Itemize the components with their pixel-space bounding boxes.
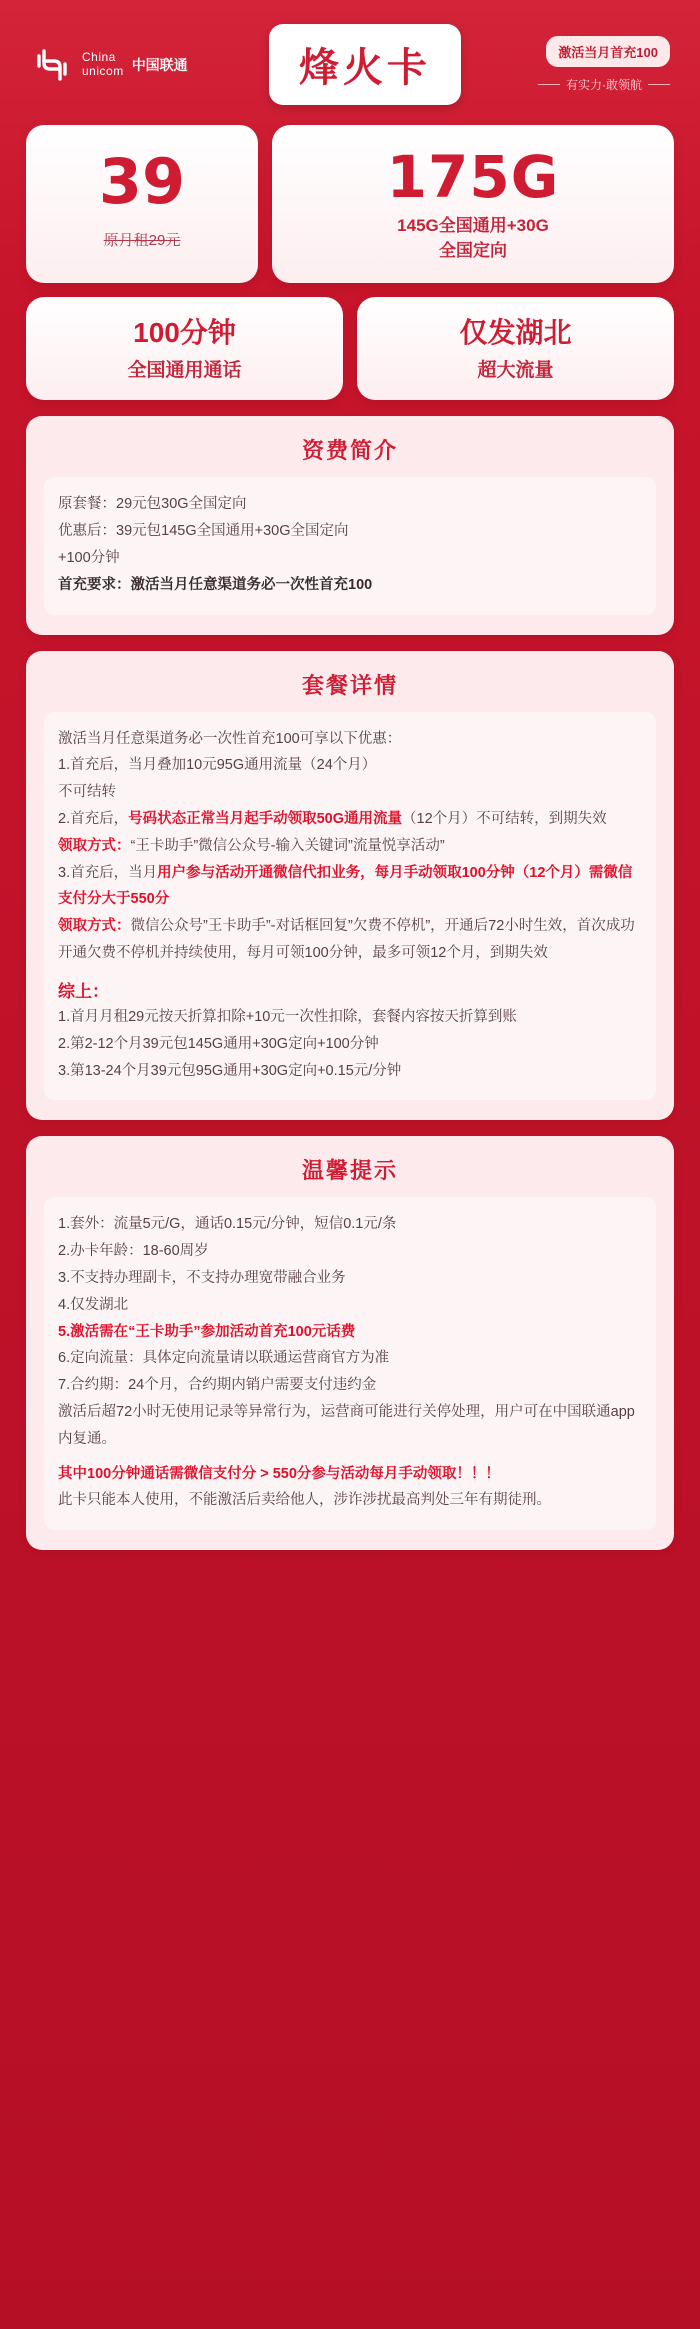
voice-desc: 全国通用通话: [127, 360, 242, 382]
voice-minutes: 100分钟: [133, 317, 236, 349]
details-lead: 激活当月任意渠道务必一次性首充100可享以下优惠：: [58, 730, 402, 747]
feature-cards-row: [26, 297, 674, 400]
data-detail-line2: 全国定向: [439, 240, 507, 260]
price-original: 原月租29元: [103, 232, 181, 249]
tips-item-2: 3.不支持办理副卡，不支持办理宽带融合业务: [58, 1269, 346, 1286]
details-panel: [26, 651, 674, 1121]
slogan-tag: [538, 76, 670, 93]
intro-body: [44, 477, 656, 614]
voice-card: [26, 297, 343, 400]
data-detail-line1: 145G全国通用+30G: [397, 215, 549, 235]
details-item3-way: [58, 913, 642, 967]
details-item1-line2: 不可结转: [58, 784, 116, 801]
intro-line-2: +100分钟: [58, 549, 120, 566]
details-item2-highlight: 号码状态正常当月起手动领取50G通用流量: [128, 811, 402, 828]
brand-cn: 中国联通: [131, 56, 188, 73]
first-charge-tag: 激活当月首充100: [546, 36, 670, 67]
intro-panel: [26, 416, 674, 634]
intro-line-1: 优惠后：39元包145G全国通用+30G全国定向: [58, 523, 349, 540]
product-title: 烽火卡: [298, 45, 431, 91]
intro-first-charge-value: 激活当月任意渠道务必一次性首充100: [130, 576, 373, 593]
tips-body: [44, 1197, 656, 1530]
intro-line-0: 原套餐：29元包30G全国定向: [58, 496, 247, 513]
details-item3-highlight2: 每月手动领取100分钟（12个月）需微信支付分大于550分: [58, 864, 633, 908]
details-item3-prefix: 3.首充后，当月: [58, 864, 158, 881]
tips-panel: [26, 1136, 674, 1550]
tips-item-6: 7.合约期：24个月，合约期内销户需要支付违约金: [58, 1377, 377, 1394]
price-card: [26, 125, 258, 283]
brand-en-line2: unicom: [82, 63, 124, 78]
tips-item-4: [58, 1319, 642, 1346]
tips-item-4-index: 5.: [58, 1323, 71, 1340]
details-body: [44, 712, 656, 1101]
details-item3-way-label: 领取方式：: [58, 918, 131, 935]
tips-item-4-highlight: 激活需在“王卡助手”参加活动首充100元话费: [70, 1323, 356, 1340]
details-summary-0: 1.首月月租29元按天折算扣除+10元一次性扣除，套餐内容按天折算到账: [58, 1008, 517, 1025]
tips-item-5: 6.定向流量：具体定向流量请以联通运营商官方为准: [58, 1350, 390, 1367]
header-tags: [538, 36, 670, 93]
product-title-pill: [269, 24, 461, 105]
brand-block: [30, 43, 188, 87]
details-summary-1: 2.第2-12个月39元包145G通用+30G定向+100分钟: [58, 1035, 379, 1052]
tips-item-3: 4.仅发湖北: [58, 1296, 129, 1313]
details-item2-way-label: 领取方式：: [58, 837, 131, 854]
brand-text: [82, 51, 124, 79]
slogan-line-right: [648, 84, 670, 85]
details-item2-way: [58, 833, 642, 860]
intro-title: 资费简介: [301, 438, 398, 464]
details-item2-way-value: “王卡助手”微信公众号-输入关键词”流量悦享活动”: [130, 837, 445, 854]
unicom-logo-icon: [30, 43, 74, 87]
details-item2: [58, 806, 642, 833]
tips-warning: [58, 1461, 642, 1488]
details-item3: [58, 860, 642, 914]
details-item1-line1: 1.首充后，当月叠加10元95G通用流量（24个月）: [58, 757, 377, 774]
details-item3-way-value: 微信公众号”王卡助手”-对话框回复”欠费不停机”，开通后72小时生效，首次成功开通欠费不停机并持续使用，每月可领100分钟，最多可领12个月，到期失效: [58, 918, 635, 962]
tips-title: 温馨提示: [301, 1158, 398, 1184]
top-cards-row: [26, 125, 674, 283]
data-card: [272, 125, 674, 283]
price-amount: 39: [98, 145, 186, 218]
tips-warning-text: 其中100分钟通话需微信支付分 > 550分参与活动每月手动领取！！！: [58, 1465, 500, 1482]
details-item2-prefix: 2.首充后，: [58, 811, 129, 828]
slogan-line-left: [538, 84, 560, 85]
details-summary-head: 综上：: [58, 981, 109, 1001]
region-card: [357, 297, 674, 400]
region-sub: 超大流量: [477, 360, 554, 382]
tips-item-0: 1.套外：流量5元/G，通话0.15元/分钟，短信0.1元/条: [58, 1216, 397, 1233]
details-summary-2: 3.第13-24个月39元包95G通用+30G定向+0.15元/分钟: [58, 1062, 402, 1079]
details-item3-highlight1: 用户参与活动开通微信代扣业务，: [157, 864, 375, 881]
slogan-text: 有实力·敢领航: [566, 78, 642, 92]
tips-item-6-note: 激活后超72小时无使用记录等异常行为，运营商可能进行关停处理，用户可在中国联通app内复通。: [58, 1404, 635, 1447]
poster-header: [26, 18, 674, 115]
details-title: 套餐详情: [301, 672, 398, 698]
tips-item-1: 2.办卡年龄：18-60周岁: [58, 1243, 209, 1260]
region-main: 仅发湖北: [459, 317, 572, 349]
tips-legal: 此卡只能本人使用，不能激活后卖给他人，涉诈涉扰最高判处三年有期徒刑。: [58, 1492, 551, 1509]
brand-en-line1: China: [82, 49, 116, 64]
data-total: 175G: [386, 143, 560, 211]
details-item2-suffix: （12个月）不可结转，到期失效: [402, 811, 607, 828]
intro-first-charge-label: 首充要求：: [58, 576, 131, 593]
intro-first-charge: [58, 572, 642, 599]
